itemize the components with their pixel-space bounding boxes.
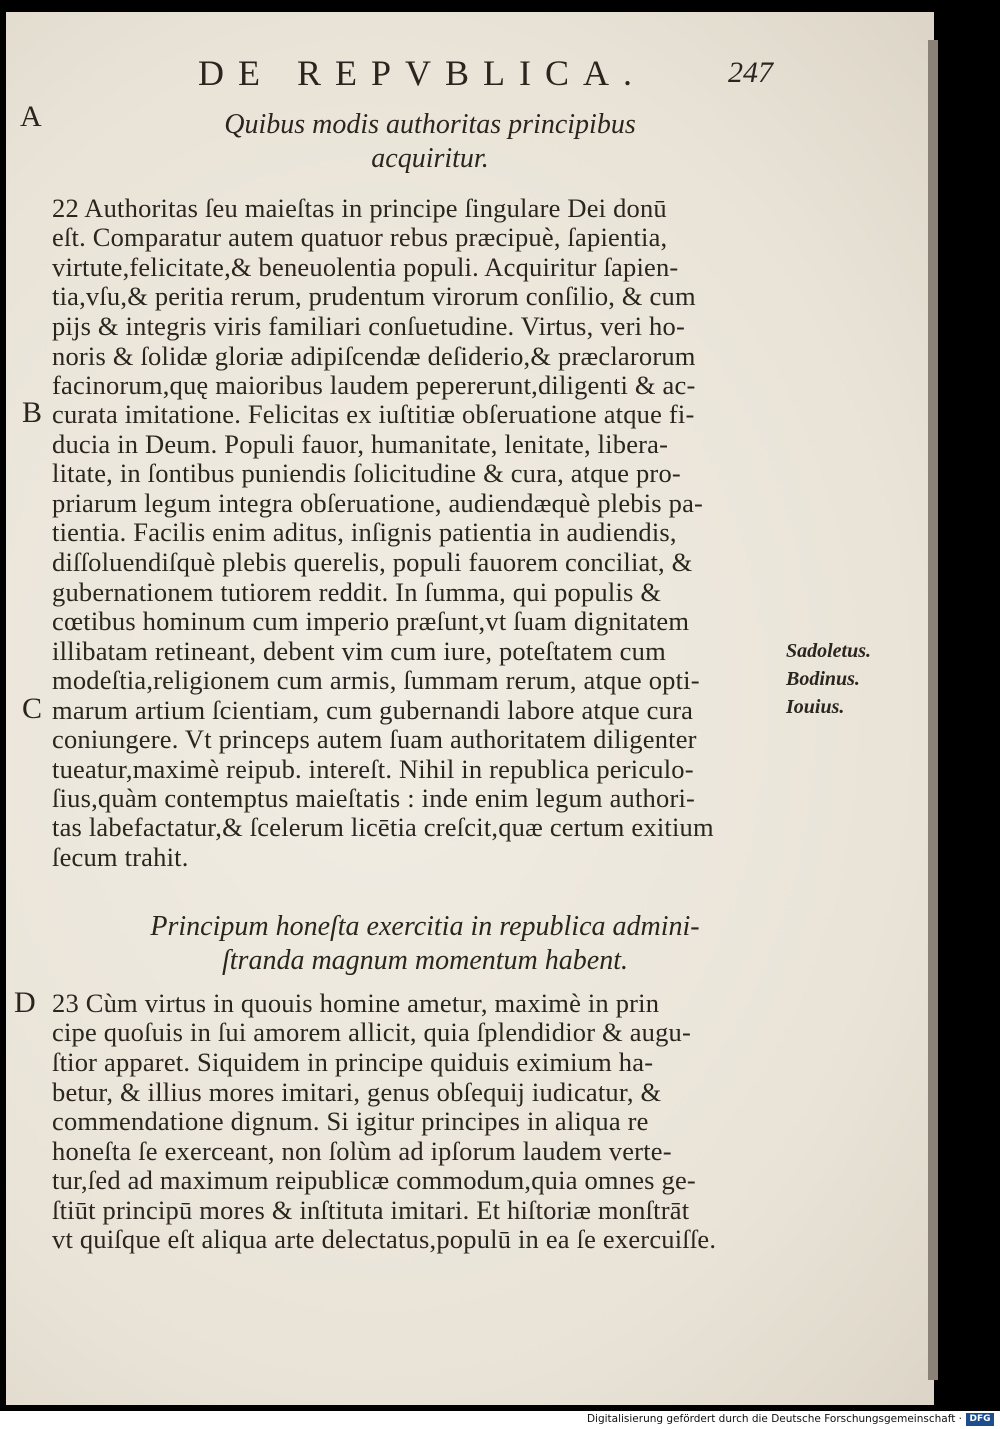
- text-line: 23 Cùm virtus in quouis homine ametur, maximè in prin: [52, 988, 660, 1018]
- text-line: ſtior apparet. Siquidem in principe quiduis eximium ha-: [52, 1047, 654, 1077]
- heading-line: Quibus modis authoritas principibus: [224, 109, 636, 140]
- text-line: vt quiſque eſt aliqua arte delectatus,populū in ea ſe exercuiſſe.: [52, 1224, 717, 1254]
- heading-line: acquiritur.: [371, 143, 489, 174]
- text-line: tientia. Facilis enim aditus, inſignis patientia in audiendis,: [52, 517, 677, 547]
- page-edge: [928, 40, 938, 1380]
- text-line: tia,vſu,& peritia rerum, prudentum virorum conſilio, & cum: [52, 281, 696, 311]
- margin-letter-c: C: [22, 692, 43, 725]
- text-line: litate, in ſontibus puniendis ſolicitudine & cura, atque pro-: [52, 458, 681, 488]
- text-line: ſecum trahit.: [52, 842, 189, 872]
- heading-line: ſtranda magnum momentum habent.: [222, 945, 628, 976]
- text-line: tur,ſed ad maximum reipublicæ commodum,quia omnes ge-: [52, 1165, 696, 1195]
- text-line: tas labefactatur,& ſcelerum licētia creſcit,quæ certum exitium: [52, 812, 714, 842]
- text-line: commendatione dignum. Si igitur principes in aliqua re: [52, 1106, 649, 1136]
- margin-letter-a: A: [20, 100, 42, 133]
- text-line: ducia in Deum. Populi fauor, humanitate, lenitate, libera-: [52, 429, 669, 459]
- text-line: noris & ſolidæ gloriæ adipiſcendæ deſiderio,& præclarorum: [52, 341, 696, 371]
- text-line: priarum legum integra obſeruatione, audiendæquè plebis pa-: [52, 488, 704, 518]
- text-line: ſius,quàm contemptus maieſtatis : inde enim legum authori-: [52, 783, 696, 813]
- text-line: facinorum,quę maioribus laudem pepererunt,diligenti & ac-: [52, 370, 696, 400]
- text-line: cipe quoſuis in ſui amorem allicit, quia ſplendidior & augu-: [52, 1017, 692, 1047]
- dfg-logo: DFG: [966, 1413, 994, 1426]
- text-line: gubernationem tutiorem reddit. In ſumma, qui populis &: [52, 577, 662, 607]
- text-line: curata imitatione. Felicitas ex iuſtitiæ obſeruatione atque fi-: [52, 399, 695, 429]
- text-line: cœtibus hominum cum imperio præſunt,vt ſuam dignitatem: [52, 606, 690, 636]
- text-line: betur, & illius mores imitari, genus obſequij iudicatur, &: [52, 1077, 662, 1107]
- text-line: modeſtia,religionem cum armis, ſummam rerum, atque opti-: [52, 665, 700, 695]
- running-head: DE REPVBLICA.: [198, 53, 647, 93]
- text-line: coniungere. Vt princeps autem ſuam authoritatem diligenter: [52, 724, 697, 754]
- text-line: ſtiūt principū mores & inſtituta imitari. Et hiſtoriæ monſtrāt: [52, 1195, 690, 1225]
- text-line: illibatam retineant, debent vim cum iure, poteſtatem cum: [52, 636, 666, 666]
- heading-line: Principum honeſta exercitia in republica admini-: [150, 911, 700, 942]
- footer-credit: Digitalisierung gefördert durch die Deutsche Forschungsgemeinschaft ·: [586, 1413, 962, 1425]
- page-number: 247: [728, 56, 773, 89]
- text-line: pijs & integris viris familiari conſuetudine. Virtus, veri ho-: [52, 311, 685, 341]
- text-line: marum artium ſcientiam, cum gubernandi labore atque cura: [52, 695, 694, 725]
- margin-letter-b: B: [22, 396, 43, 429]
- margin-letter-d: D: [14, 986, 36, 1019]
- text-line: tueatur,maximè reipub. intereſt. Nihil in republica periculo-: [52, 754, 694, 784]
- side-note: Sadoletus.: [786, 640, 872, 662]
- text-line: 22 Authoritas ſeu maieſtas in principe ſingulare Dei donū: [52, 193, 667, 223]
- section-heading-1: [150, 108, 710, 176]
- text-line: diſſoluendiſquè plebis querelis, populi fauorem conciliat, &: [52, 547, 693, 577]
- text-line: honeſta ſe exerceant, non ſolùm ad ipſorum laudem verte-: [52, 1136, 672, 1166]
- side-note: Bodinus.: [786, 668, 860, 690]
- text-line: virtute,felicitate,& beneuolentia populi. Acquiritur ſapien-: [52, 252, 679, 282]
- text-line: eſt. Comparatur autem quatuor rebus præcipuè, ſapientia,: [52, 222, 668, 252]
- section-heading-2: [100, 910, 750, 978]
- side-note: Iouius.: [786, 696, 845, 718]
